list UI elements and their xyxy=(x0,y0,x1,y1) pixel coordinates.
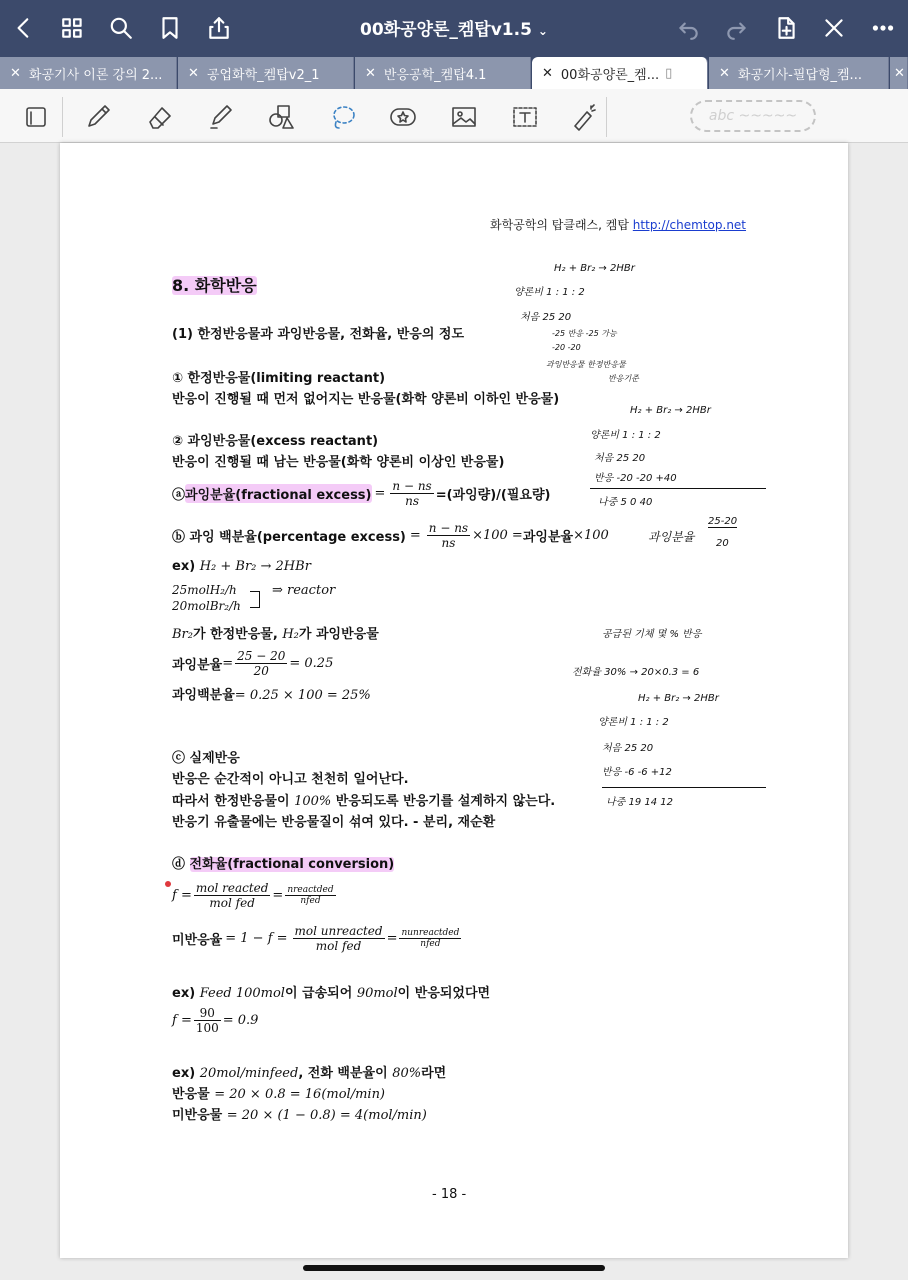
laser-pointer-icon[interactable] xyxy=(566,99,602,135)
read-mode-icon[interactable] xyxy=(18,99,54,135)
excess-desc: 반응이 진행될 때 남는 반응물(화학 양론비 이상인 반응물) xyxy=(172,455,505,470)
fe-label: 과잉분율(fractional excess) xyxy=(185,484,371,503)
page-number: - 18 - xyxy=(432,1187,467,1202)
note3-equation: H₂ + Br₂ → 2HBr xyxy=(638,693,719,704)
conv-label: 전화율(fractional conversion) xyxy=(189,857,395,872)
real-reaction-line1: 반응은 순간적이 아니고 천천히 일어난다. xyxy=(172,772,409,787)
tab-3[interactable] xyxy=(355,57,531,89)
ex2-num: 90 xyxy=(194,1006,221,1021)
limiting-title: ① 한정반응물(limiting reactant) xyxy=(172,371,386,386)
pe-eq: = xyxy=(409,527,421,543)
note2-frac-label: 과잉분율 xyxy=(648,530,695,544)
ex3-label: ex) xyxy=(172,1066,196,1081)
ex2-a: Feed 100mol xyxy=(199,986,285,1001)
limiting-desc: 반응이 진행될 때 먼저 없어지는 반응물(화학 양론비 이하인 반응물) xyxy=(172,392,560,407)
tab-1[interactable] xyxy=(0,57,177,89)
red-ink-dot xyxy=(165,881,171,887)
ex1-h2: H₂ xyxy=(282,627,299,642)
note1-react-note2: -20 -20 xyxy=(552,343,581,352)
real2a: 따라서 한정반응물이 xyxy=(172,794,295,809)
title-bar xyxy=(0,0,908,55)
tab-label: 화공기사 이론 강의 2... xyxy=(28,67,163,83)
pe-num: n − ns xyxy=(428,520,469,535)
ex2-f: f = xyxy=(172,1012,192,1028)
real-reaction-line2 xyxy=(172,790,555,809)
note3-text: 공급된 기체 몇 % 반응 xyxy=(602,629,702,640)
fe-num: n − ns xyxy=(392,478,432,493)
note1-bottom: 과잉반응물 한정반응물 xyxy=(546,360,626,369)
redo-icon[interactable] xyxy=(721,12,753,44)
f-num2: nreactded xyxy=(287,884,334,895)
fe-calc-den: 20 xyxy=(253,663,269,678)
pe-calc-line xyxy=(172,684,371,703)
bookmark-icon[interactable] xyxy=(154,12,186,44)
unr-den: mol fed xyxy=(315,938,362,953)
unr-mid: = 1 − f = xyxy=(225,930,288,946)
fe-fraction xyxy=(390,479,433,508)
unr-label: 미반응율 xyxy=(172,932,223,948)
note2-final: 나중 5 0 40 xyxy=(598,497,653,508)
ex1-conclusion xyxy=(172,623,379,642)
tab-2[interactable] xyxy=(178,57,354,89)
toolbar-divider xyxy=(606,97,607,137)
f-den: mol fed xyxy=(209,895,255,910)
close-icon[interactable]: ✕ xyxy=(365,65,376,81)
pe-calc-label: 과잉백분율 xyxy=(172,688,235,703)
real2b: 100% xyxy=(294,794,332,809)
ex3-a: 20mol/minfeed xyxy=(199,1066,299,1081)
fractional-excess-line xyxy=(172,473,550,513)
pe-den: ns xyxy=(441,535,456,550)
toolbar-divider xyxy=(62,97,63,137)
pe-tail: ×100 xyxy=(573,527,609,543)
unr-fraction2 xyxy=(399,928,461,949)
note2-frac-num: 25-20 xyxy=(708,516,738,527)
note2-equation: H₂ + Br₂ → 2HBr xyxy=(630,405,711,416)
pen-icon[interactable] xyxy=(80,99,116,135)
section-title-text: 8. 화학반응 xyxy=(172,276,257,295)
ex2-label: ex) xyxy=(172,986,196,1001)
pe-fraction xyxy=(427,521,470,550)
real-reaction-title: ⓒ 실제반응 xyxy=(172,751,240,766)
ex3-l2: = 20 × (1 − 0.8) = 4(mol/min) xyxy=(226,1108,427,1123)
tab-label: 화공기사-필답형_켐... xyxy=(737,67,862,83)
lasso-icon[interactable] xyxy=(324,99,360,135)
conv-prefix: ⓓ xyxy=(172,857,190,872)
note2-frac-den: 20 xyxy=(716,538,729,549)
ex3-line1 xyxy=(172,1083,385,1102)
ex2-den: 100 xyxy=(195,1020,219,1035)
split-view-icon[interactable]: ▯ xyxy=(665,65,673,81)
ex3-l1-label: 반응물 xyxy=(172,1087,210,1102)
share-icon[interactable] xyxy=(203,12,235,44)
note2-react: 반응 -20 -20 +40 xyxy=(594,473,677,484)
pe-calc-result: = 0.25 × 100 = 25% xyxy=(234,688,371,703)
home-indicator[interactable] xyxy=(303,1265,605,1271)
page-header xyxy=(490,216,746,233)
note1-equation: H₂ + Br₂ → 2HBr xyxy=(554,263,635,274)
ex1-equation: H₂ + Br₂ → 2HBr xyxy=(199,559,311,574)
conversion-title xyxy=(172,853,394,872)
tab-bar xyxy=(0,55,908,89)
ex2-d: 이 반응되었다면 xyxy=(397,986,491,1001)
note2-ratio: 양론비 1 : 1 : 2 xyxy=(590,430,661,441)
excess-title: ② 과잉반응물(excess reactant) xyxy=(172,434,379,449)
ex1-bracket xyxy=(250,591,260,608)
ex3-line2 xyxy=(172,1104,427,1123)
shapes-icon[interactable] xyxy=(263,99,299,135)
close-icon[interactable]: ✕ xyxy=(10,65,21,81)
tab-label: 00화공양론_켐... xyxy=(560,67,660,83)
section-title xyxy=(172,273,257,296)
close-icon[interactable]: ✕ xyxy=(719,65,730,81)
header-text: 화학공학의 탑클래스, 켐탑 xyxy=(490,218,629,232)
close-icon[interactable]: ✕ xyxy=(894,65,905,81)
fe-den: ns xyxy=(405,493,419,508)
highlighter-icon[interactable] xyxy=(202,99,238,135)
ex1-label: ex) xyxy=(172,559,196,574)
image-icon[interactable] xyxy=(446,99,482,135)
ex2-b: 이 급송되어 xyxy=(284,986,357,1001)
percentage-excess-line xyxy=(172,515,609,555)
note2-rule xyxy=(590,488,766,489)
f-den2: nfed xyxy=(300,895,321,906)
ex1-feed2: 20molBr₂/h xyxy=(172,599,241,613)
unreacted-formula: 미반응율 = 1 − f = $\frac{\text{mol unreacted}}{\text{mol fed}}$ = $\frac{\text{nunreactded}}{\text{nfed}}$ xyxy=(172,923,460,953)
note1-initial: 처음 25 20 xyxy=(520,312,572,323)
sticker-icon[interactable] xyxy=(385,99,421,135)
example2-line xyxy=(172,982,490,1001)
note1-bottom2: 반응기준 xyxy=(608,374,639,383)
unr-num2: nunreactded xyxy=(401,927,460,938)
chevron-down-icon: ⌄ xyxy=(537,24,548,38)
close-icon[interactable]: ✕ xyxy=(188,65,199,81)
ex2-c: 90mol xyxy=(356,986,398,1001)
tab-label: 반응공학_켐탑4.1 xyxy=(383,67,487,83)
ex2-fraction xyxy=(194,1006,221,1035)
fe-calc-result: = 0.25 xyxy=(289,655,334,671)
note3-initial: 처음 25 20 xyxy=(602,743,654,754)
ex2-calc xyxy=(172,1000,258,1040)
pe-result: 과잉분율 xyxy=(522,529,574,545)
handwriting-text-placeholder: abc ~~~~~ xyxy=(708,108,798,124)
example3-line xyxy=(172,1062,446,1081)
document-page xyxy=(60,143,848,1258)
search-icon[interactable] xyxy=(105,12,137,44)
ex3-b: , 전화 백분율이 xyxy=(298,1066,393,1081)
close-pencil-icon[interactable] xyxy=(818,12,850,44)
example1-line xyxy=(172,559,311,574)
fe-calc-line: 과잉분율 = $\frac{25 - 20}{20}$ = 0.25 xyxy=(172,648,334,678)
subsection-title: (1) 한정반응물과 과잉반응물, 전화율, 반응의 정도 xyxy=(172,327,465,342)
note1-ratio: 양론비 1 : 1 : 2 xyxy=(514,287,585,298)
ex1-concl-d: 가 과잉반응물 xyxy=(298,627,379,642)
text-tool-icon[interactable] xyxy=(507,99,543,135)
fe-eq: = xyxy=(374,485,386,501)
note3-final: 나중 19 14 12 xyxy=(606,797,674,808)
note2-initial: 처음 25 20 xyxy=(594,453,646,464)
note3-conversion: 전화율 30% → 20×0.3 = 6 xyxy=(572,667,700,678)
f-num: mol reacted xyxy=(195,880,269,895)
note3-rule xyxy=(602,787,766,788)
unr-fraction xyxy=(293,924,385,953)
document-title-text: 00화공양론_켐탑v1.5 xyxy=(360,20,532,40)
ex1-arrow: ⇒ reactor xyxy=(272,583,336,598)
ex3-l1: = 20 × 0.8 = 16(mol/min) xyxy=(214,1087,386,1102)
pe-label: ⓑ 과잉 백분율(percentage excess) xyxy=(172,529,406,545)
fe-calc-fraction xyxy=(235,649,287,678)
undo-icon[interactable] xyxy=(672,12,704,44)
f-fraction xyxy=(194,881,271,910)
fe-prefix: ⓐ xyxy=(172,487,186,503)
ex2-res: = 0.9 xyxy=(222,1012,259,1028)
tab-label: 공업화학_켐탑v2_1 xyxy=(206,67,320,83)
real-reaction-line3: 반응기 유출물에는 반응물질이 섞여 있다. - 분리, 재순환 xyxy=(172,815,496,830)
unr-den2: nfed xyxy=(420,938,441,949)
conversion-formula: f = $\frac{\text{mol reacted}}{\text{mol fed}}$ = $\frac{\text{nreactded}}{\text{nfed}}$ xyxy=(172,880,334,910)
ex3-d: 라면 xyxy=(421,1066,447,1081)
note3-ratio: 양론비 1 : 1 : 2 xyxy=(598,717,669,728)
fe-result: =(과잉량)/(필요량) xyxy=(435,487,551,503)
document-title[interactable] xyxy=(300,15,608,40)
real2c: 반응되도록 반응기를 설계하지 않는다. xyxy=(331,794,556,809)
ex1-br2: Br₂ xyxy=(172,627,193,642)
f-lhs: f = xyxy=(172,887,192,903)
close-icon[interactable]: ✕ xyxy=(542,65,553,81)
back-icon[interactable] xyxy=(8,12,40,44)
add-page-icon[interactable] xyxy=(770,12,802,44)
pe-mid: ×100 = xyxy=(472,527,523,543)
more-icon[interactable] xyxy=(867,12,899,44)
header-link[interactable]: http://chemtop.net xyxy=(632,218,747,232)
tab-6[interactable] xyxy=(890,57,908,89)
fe-calc-num: 25 − 20 xyxy=(237,648,286,663)
tab-4-active[interactable] xyxy=(532,57,708,89)
ex3-l2-label: 미반응물 xyxy=(172,1108,223,1123)
eraser-icon[interactable] xyxy=(141,99,177,135)
ex1-concl-b: 가 한정반응물, xyxy=(192,627,283,642)
note3-react: 반응 -6 -6 +12 xyxy=(602,767,672,778)
unr-num: mol unreacted xyxy=(294,923,383,938)
handwriting-text-box[interactable] xyxy=(690,100,816,132)
ex1-feed1: 25molH₂/h xyxy=(172,583,237,597)
grid-icon[interactable] xyxy=(57,12,89,44)
ex3-c: 80% xyxy=(392,1066,422,1081)
note1-react-note: -25 반응 -25 가능 xyxy=(552,329,617,338)
tab-5[interactable] xyxy=(709,57,889,89)
f-fraction2 xyxy=(285,885,335,906)
fe-calc-label: 과잉분율 xyxy=(172,657,223,673)
